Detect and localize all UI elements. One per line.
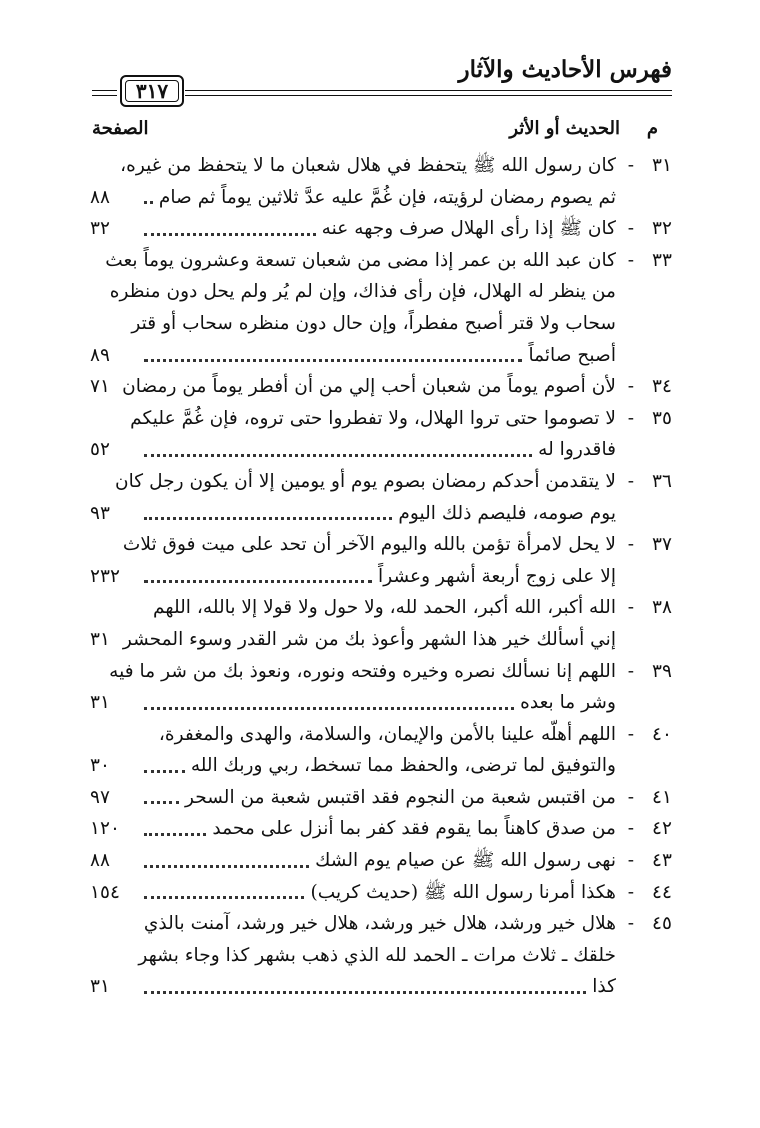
- entry-line: [90, 245, 672, 277]
- entry-line: [90, 750, 672, 782]
- entry-text: أصبح صائماً: [528, 344, 616, 366]
- entry-line: [90, 971, 672, 1003]
- entry-page: ٨٨: [90, 186, 110, 208]
- entry-text: لا يحل لامرأة تؤمن بالله واليوم الآخر أن تحد على ميت فوق ثلاث: [122, 534, 616, 556]
- entry-page: ٣١: [90, 692, 110, 714]
- dot-leader: [144, 201, 153, 204]
- entry-page: ٣١: [90, 976, 110, 998]
- index-entry: [90, 656, 672, 719]
- entry-page: ٣٠: [90, 755, 110, 777]
- entry-text: نهى رسول الله ﷺ عن صيام يوم الشك: [315, 850, 616, 872]
- entry-line: [90, 308, 672, 340]
- entry-line: [90, 624, 672, 656]
- entry-page: ٨٨: [90, 850, 110, 872]
- entry-number: ٣٢: [652, 218, 672, 240]
- dot-leader: [144, 770, 185, 773]
- entries-list: [90, 150, 672, 1003]
- entry-number: ٣٩: [652, 660, 672, 682]
- entry-line: [90, 877, 672, 909]
- entry-page: ٢٣٢: [90, 565, 120, 587]
- entry-line: [90, 813, 672, 845]
- dot-leader: [144, 865, 309, 868]
- entry-page: ٣١: [90, 628, 110, 650]
- entry-number: ٤٠: [652, 723, 672, 745]
- index-entry: [90, 403, 672, 466]
- entry-line: [90, 908, 672, 940]
- dot-leader: [144, 454, 532, 457]
- entry-text: الله أكبر، الله أكبر، الحمد لله، ولا حول ولا قولا إلا بالله، اللهم: [153, 597, 616, 619]
- entry-text: هكذا أمرنا رسول الله ﷺ (حديث كريب): [310, 881, 616, 903]
- dot-leader: [144, 359, 522, 362]
- entry-page: ١٢٠: [90, 818, 120, 840]
- entry-text: لأن أصوم يوماً من شعبان أحب إلي من أن أفطر يوماً من رمضان: [122, 376, 616, 398]
- index-entry: [90, 782, 672, 814]
- entry-text: والتوفيق لما ترضى، والحفظ مما تسخط، ربي وربك الله: [190, 755, 616, 777]
- dot-leader: [144, 707, 514, 710]
- entry-dash: -: [627, 376, 634, 398]
- index-entry: [90, 813, 672, 845]
- entry-text: كان ﷺ إذا رأى الهلال صرف وجهه عنه: [321, 218, 616, 240]
- entry-text: اللهم إنا نسألك نصره وخيره وفتحه ونوره، ونعوذ بك من شر ما فيه: [109, 660, 616, 682]
- column-header-text: الحديث أو الأثر: [509, 118, 620, 139]
- entry-number: ٣٨: [652, 597, 672, 619]
- entry-text: ثم يصوم رمضان لرؤيته، فإن غُمَّ عليه عدَّ ثلاثين يوماً ثم صام: [158, 186, 616, 208]
- index-entry: [90, 719, 672, 782]
- entry-text: إلا على زوج أربعة أشهر وعشراً: [378, 565, 616, 587]
- entry-dash: -: [627, 407, 634, 429]
- entry-number: ٣١: [652, 155, 672, 176]
- entry-dash: -: [627, 218, 634, 240]
- entry-text: كان رسول الله ﷺ يتحفظ في هلال شعبان ما لا يتحفظ من غيره،: [120, 155, 616, 176]
- header-rule-left: [92, 90, 117, 96]
- entry-line: [90, 182, 672, 214]
- entry-dash: -: [627, 818, 634, 840]
- entry-line: [90, 782, 672, 814]
- entry-text: اللهم أهلّه علينا بالأمن والإيمان، والسلامة، والهدى والمغفرة،: [158, 723, 616, 745]
- running-header-title: فهرس الأحاديث والآثار: [458, 56, 672, 83]
- entry-dash: -: [627, 470, 634, 492]
- entry-line: [90, 687, 672, 719]
- index-entry: [90, 245, 672, 371]
- entry-line: [90, 371, 672, 403]
- entry-dash: -: [627, 660, 634, 682]
- dot-leader: [144, 517, 392, 520]
- entry-text: كان عبد الله بن عمر إذا مضى من شعبان تسعة وعشرون يوماً بعث: [105, 249, 616, 271]
- entry-text: من ينظر له الهلال، فإن رأى فذاك، وإن لم يُر ولم يحل دون منظره: [109, 281, 616, 303]
- entry-number: ٤٤: [652, 881, 672, 903]
- entry-line: [90, 150, 672, 182]
- header-rule: [185, 90, 672, 96]
- entry-text: فاقدروا له: [538, 439, 616, 461]
- entry-line: [90, 403, 672, 435]
- entry-number: ٤٥: [652, 913, 672, 935]
- dot-leader: [144, 801, 179, 804]
- entry-dash: -: [627, 155, 634, 176]
- entry-dash: -: [627, 249, 634, 271]
- dot-leader: [144, 233, 316, 236]
- index-entry: [90, 150, 672, 213]
- entry-text: هلال خير ورشد، هلال خير ورشد، هلال خير ورشد، آمنت بالذي: [143, 913, 616, 935]
- entry-page: ٥٢: [90, 439, 110, 461]
- column-header-number: م: [646, 118, 658, 139]
- entry-text: لا تصوموا حتى تروا الهلال، ولا تفطروا حتى تروه، فإن غُمَّ عليكم: [130, 407, 616, 429]
- dot-leader: [144, 991, 586, 994]
- index-entry: [90, 877, 672, 909]
- index-entry: [90, 213, 672, 245]
- entry-number: ٤٢: [652, 818, 672, 840]
- entry-number: ٣٥: [652, 407, 672, 429]
- entry-page: ٨٩: [90, 344, 110, 366]
- entry-text: لا يتقدمن أحدكم رمضان بصوم يوم أو يومين إلا أن يكون رجل كان: [114, 470, 616, 492]
- entry-number: ٣٧: [652, 534, 672, 556]
- dot-leader: [144, 833, 206, 836]
- dot-leader: [144, 896, 304, 899]
- entry-page: ١٥٤: [90, 881, 120, 903]
- entry-number: ٤١: [652, 786, 672, 808]
- entry-text: كذا: [592, 976, 616, 998]
- index-entry: [90, 908, 672, 1003]
- entry-dash: -: [627, 723, 634, 745]
- index-entry: [90, 592, 672, 655]
- entry-text: خلقك ـ ثلاث مرات ـ الحمد لله الذي ذهب بشهر كذا وجاء بشهر: [138, 944, 616, 966]
- index-entry: [90, 466, 672, 529]
- index-entry: [90, 529, 672, 592]
- entry-number: ٤٣: [652, 850, 672, 872]
- entry-page: ٩٧: [90, 786, 110, 808]
- entry-number: ٣٦: [652, 470, 672, 492]
- entry-number: ٣٤: [652, 376, 672, 398]
- entry-page: ٩٣: [90, 502, 110, 524]
- entry-dash: -: [627, 850, 634, 872]
- page-number: ٣١٧: [135, 79, 169, 103]
- entry-dash: -: [627, 597, 634, 619]
- entry-line: [90, 940, 672, 972]
- index-entry: [90, 845, 672, 877]
- entry-line: [90, 719, 672, 751]
- column-header-page: الصفحة: [92, 118, 149, 139]
- entry-text: من اقتبس شعبة من النجوم فقد اقتبس شعبة من السحر: [184, 786, 616, 808]
- entry-line: [90, 592, 672, 624]
- entry-dash: -: [627, 881, 634, 903]
- entry-line: [90, 529, 672, 561]
- page-number-box: [120, 75, 184, 107]
- entry-dash: -: [627, 786, 634, 808]
- entry-text: يوم صومه، فليصم ذلك اليوم: [398, 502, 616, 524]
- entry-dash: -: [627, 534, 634, 556]
- entry-text: وشر ما بعده: [520, 692, 616, 714]
- entry-line: [90, 498, 672, 530]
- entry-text: سحاب ولا قتر أصبح مفطراً، وإن حال دون منظره سحاب أو قتر: [131, 312, 616, 334]
- entry-line: [90, 434, 672, 466]
- entry-line: [90, 845, 672, 877]
- entry-text: إني أسألك خير هذا الشهر وأعوذ بك من شر القدر وسوء المحشر: [122, 628, 616, 650]
- entry-number: ٣٣: [652, 249, 672, 271]
- dot-leader: [144, 580, 372, 583]
- entry-line: [90, 340, 672, 372]
- entry-page: ٧١: [90, 376, 110, 398]
- entry-line: [90, 213, 672, 245]
- entry-line: [90, 466, 672, 498]
- entry-line: [90, 561, 672, 593]
- entry-text: من صدق كاهناً بما يقوم فقد كفر بما أنزل على محمد: [212, 818, 616, 840]
- index-entry: [90, 371, 672, 403]
- entry-line: [90, 276, 672, 308]
- entry-page: ٣٢: [90, 218, 110, 240]
- entry-dash: -: [627, 913, 634, 935]
- entry-line: [90, 656, 672, 688]
